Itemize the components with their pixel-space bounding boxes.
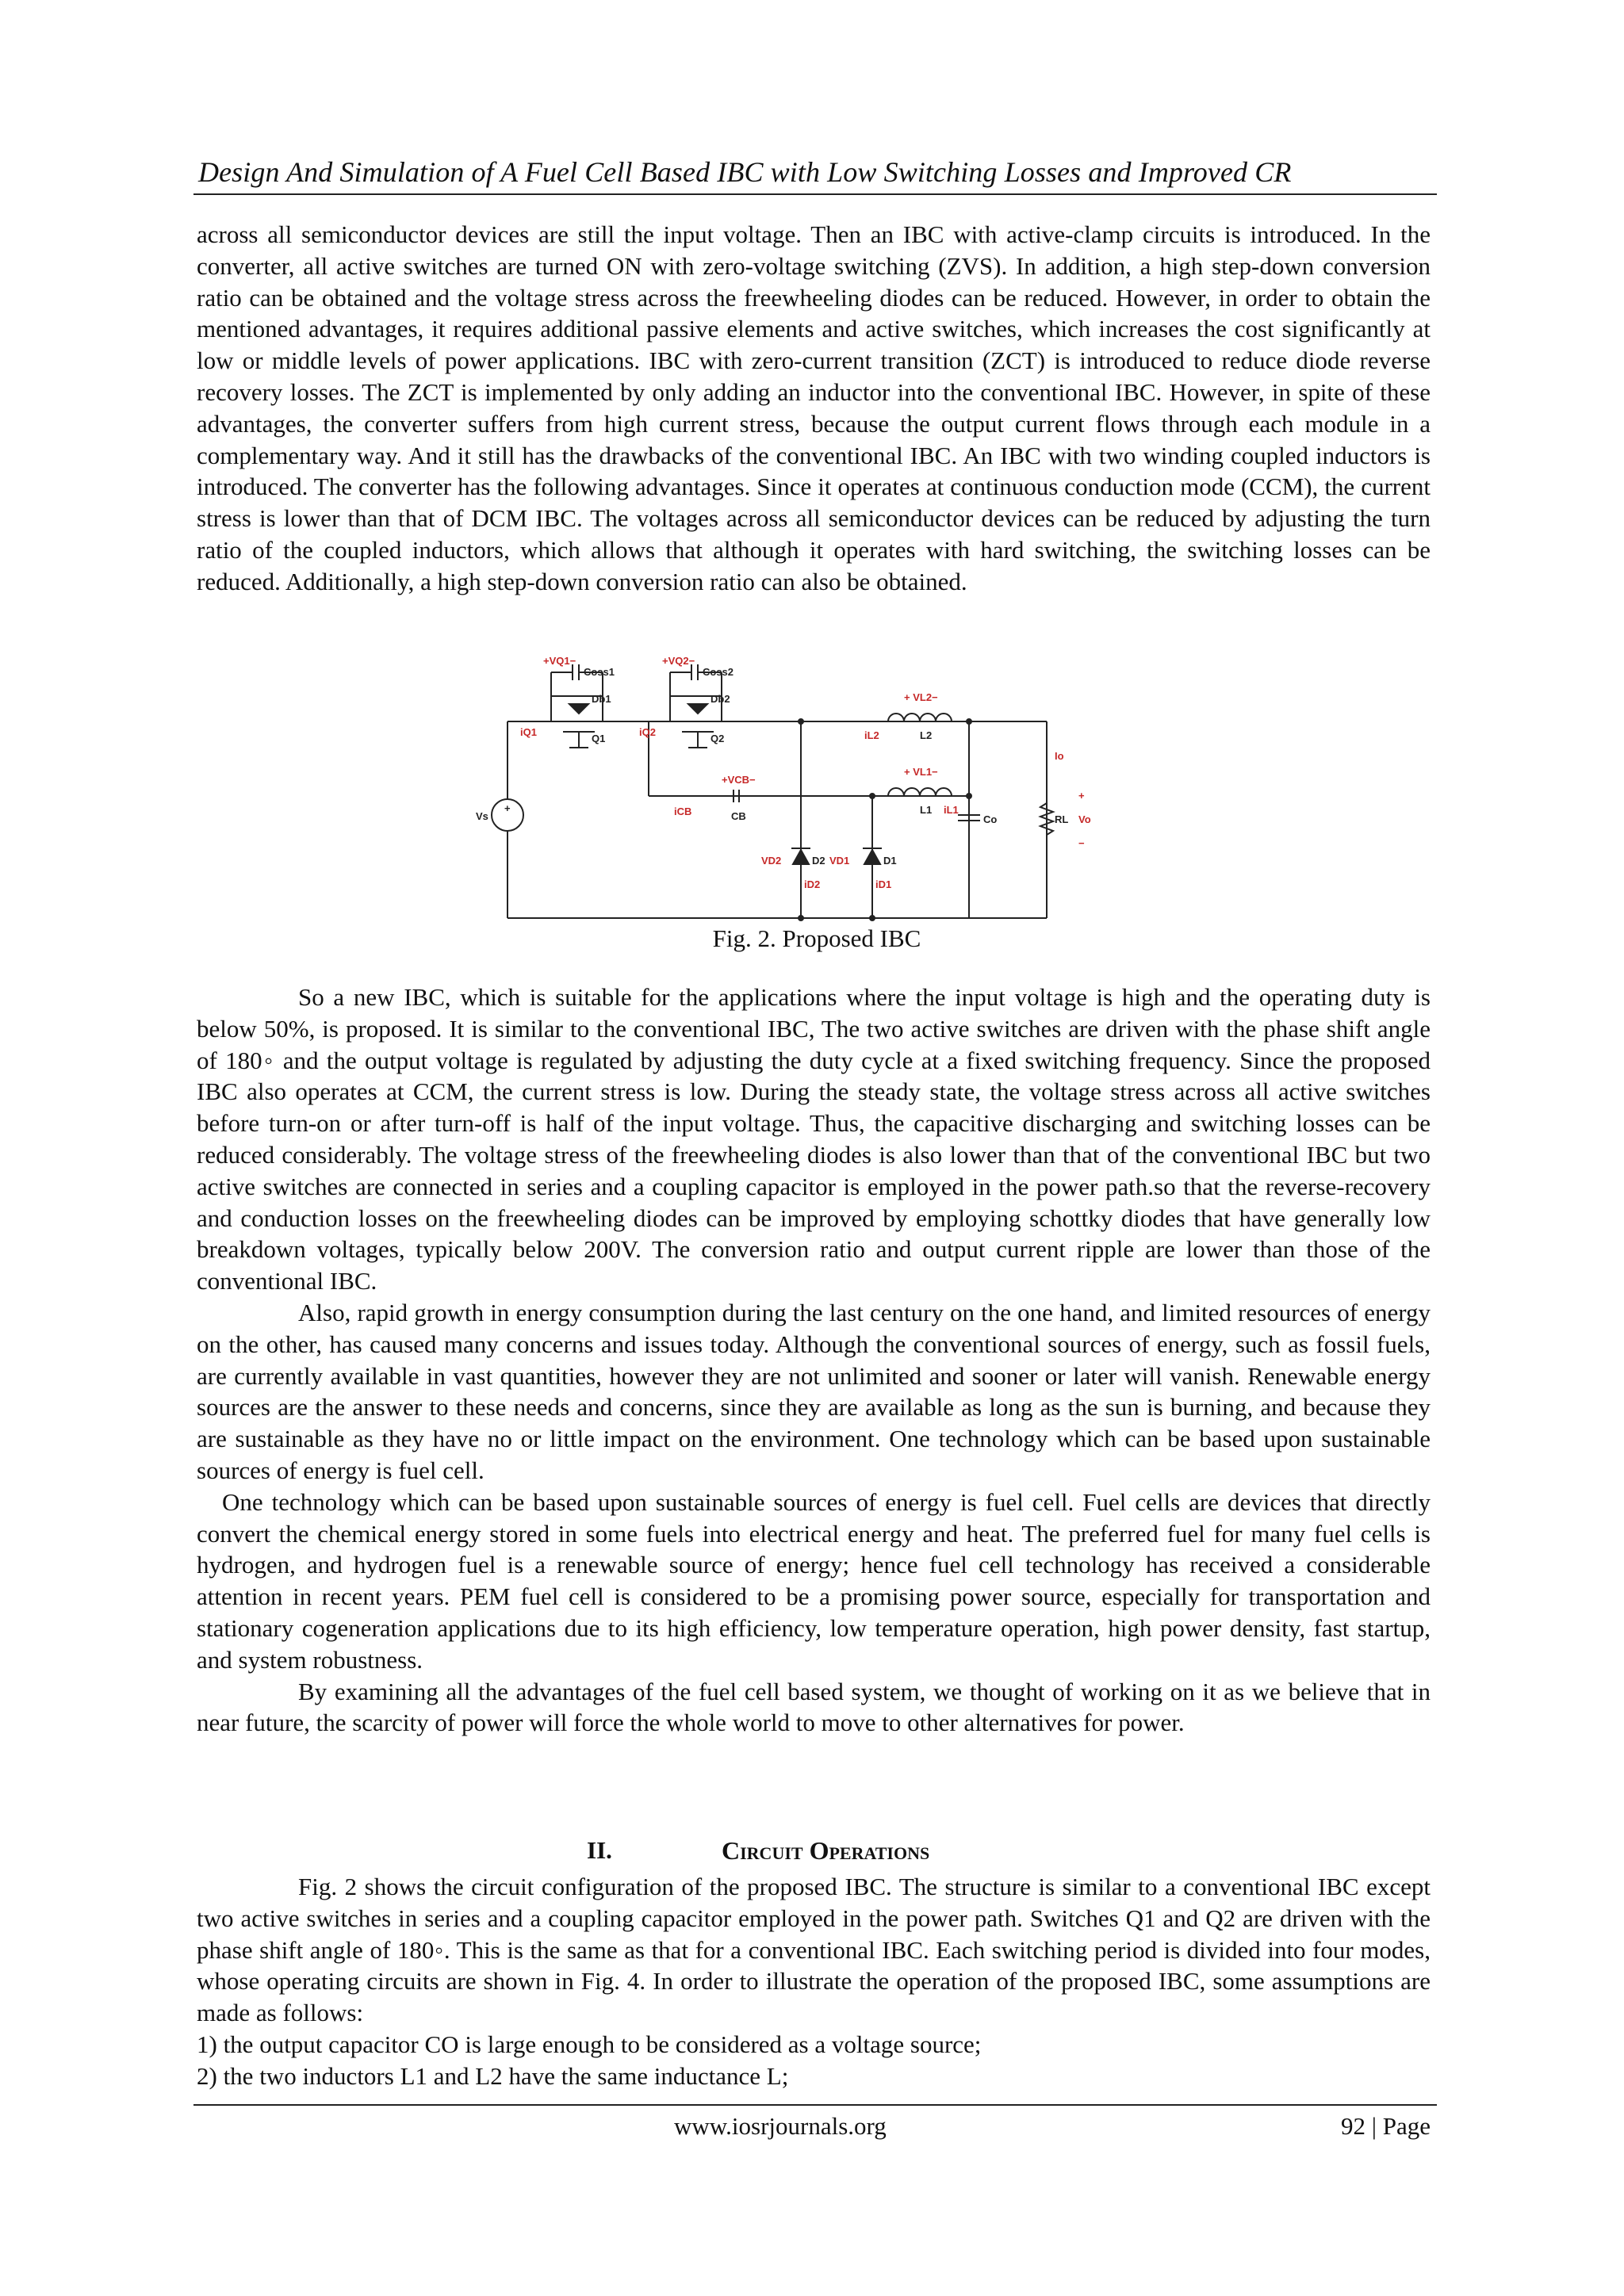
text-block-middle (197, 982, 1431, 1739)
text-block-bottom (197, 1871, 1431, 2092)
label-d2: D2 (812, 855, 825, 867)
label-coss2: Coss2 (703, 666, 734, 678)
assumption-2: 2) the two inductors L1 and L2 have the same inductance L; (197, 2061, 789, 2090)
circuit-diagram (476, 656, 1158, 926)
footer-url[interactable]: www.iosrjournals.org (674, 2112, 887, 2140)
paragraph-3: Also, rapid growth in energy consumption during the last century on the one hand, and limited resources of energy on the other, has caused many concerns and issues today. Although the conventional sources of energy, such as fossil fuels, are currently available in vast quantities, however they are not unlimited and sooner or later will vanish. Renewable energy sources are the answer to these needs and concerns, since they are available as long as the sun is burning, and because they are sustainable as they have no or little impact on the environment. One technology which can be based upon sustainable sources of energy is fuel cell. (197, 1298, 1431, 1484)
label-vs-plus: + (504, 802, 511, 814)
paragraph-6: Fig. 2 shows the circuit configuration of the proposed IBC. The structure is similar to a conventional IBC except two active switches in series and a coupling capacitor employed in the power path. Switches Q1 and Q2 are driven with the phase shift angle of 180◦. This is the same as that for a conventional IBC. Each switching period is divided into four modes, whose operating circuits are shown in Fig. 4. In order to illustrate the operation of the proposed IBC, some assumptions are made as follows: (197, 1873, 1431, 2027)
label-rl: RL (1055, 813, 1069, 825)
page-number: 92 | Page (1341, 2112, 1431, 2140)
label-vo: Vo (1078, 813, 1091, 825)
label-il2: iL2 (864, 729, 879, 741)
paragraph-4: One technology which can be based upon sustainable sources of energy is fuel cell. Fuel cells are devices that directly convert the chemical energy stored in some fuels into electrical energy and heat. The preferred fuel for many fuel cells is hydrogen, and hydrogen fuel is a renewable source of energy; hence fuel cell technology has received a considerable attention in recent years. PEM fuel cell is considered to be a promising power source, especially for transportation and stationary cogeneration applications due to its high efficiency, low temperature operation, high power density, fast startup, and system robustness. (197, 1487, 1431, 1674)
label-vs: Vs (476, 810, 488, 822)
header-rule (193, 193, 1437, 195)
label-io: Io (1055, 750, 1064, 762)
label-vo-plus: + (1078, 790, 1085, 802)
label-vd1: VD1 (829, 855, 850, 867)
text-block-top (197, 219, 1431, 598)
label-d1: D1 (883, 855, 897, 867)
label-iq1: iQ1 (520, 726, 537, 738)
label-il1: iL1 (944, 804, 959, 816)
label-l1: L1 (920, 804, 933, 816)
label-coss1: Coss1 (584, 666, 615, 678)
label-q2: Q2 (710, 733, 725, 744)
label-vq2: +VQ2− (662, 656, 695, 667)
footer-rule (193, 2104, 1437, 2106)
label-vl2: + VL2− (904, 691, 938, 703)
label-db1: Db1 (592, 693, 611, 705)
paragraph-1: across all semiconductor devices are still the input voltage. Then an IBC with active-clamp circuits is introduced. In the converter, all active switches are turned ON with zero-voltage switching (ZVS). In addition, a high step-down conversion ratio can be obtained and the voltage stress across the freewheeling diodes can be reduced. However, in order to obtain the mentioned advantages, it requires additional passive elements and active switches, which increases the cost significantly at low or middle levels of power applications. IBC with zero-current transition (ZCT) is introduced to reduce diode reverse recovery losses. The ZCT is implemented by only adding an inductor into the conventional IBC. However, in spite of these advantages, the converter suffers from high current stress, because the output current flows through each module in a complementary way. And it still has the drawbacks of the conventional IBC. An IBC with two winding coupled inductors is introduced. The converter has the following advantages. Since it operates at continuous conduction mode (CCM), the current stress is lower than that of DCM IBC. The voltages across all semiconductor devices can be reduced by adjusting the turn ratio of the coupled inductors, which allows that although it operates with hard switching, the switching losses can be reduced. Additionally, a high step-down conversion ratio can also be obtained. (197, 220, 1431, 595)
label-icb: iCB (674, 806, 692, 817)
section-number: II. (587, 1836, 612, 1864)
label-cb: CB (731, 810, 746, 822)
label-id1: iD1 (875, 878, 892, 890)
label-vq1: +VQ1− (543, 656, 576, 667)
label-co: Co (983, 813, 998, 825)
label-vl1: + VL1− (904, 766, 938, 778)
paragraph-5: By examining all the advantages of the fuel cell based system, we thought of working on it as we believe that in near future, the scarcity of power will force the whole world to move to other alternatives for power. (197, 1677, 1431, 1737)
section-title: Circuit Operations (722, 1836, 930, 1865)
label-vd2: VD2 (761, 855, 782, 867)
label-vcb: +VCB− (722, 774, 756, 786)
label-id2: iD2 (804, 878, 821, 890)
paragraph-2: So a new IBC, which is suitable for the applications where the input voltage is high and the operating duty is below 50%, is proposed. It is similar to the conventional IBC, The two active switches are driven with the phase shift angle of 180◦ and the output voltage is regulated by adjusting the duty cycle at a fixed switching frequency. Since the proposed IBC also operates at CCM, the current stress is low. During the steady state, the voltage stress across all active switches before turn-on or after turn-off is half of the input voltage. Thus, the capacitive discharging and switching losses can be reduced considerably. The voltage stress of the freewheeling diodes is also lower than that of the conventional IBC but two active switches are connected in series and a coupling capacitor is employed in the power path.so that the reverse-recovery and conduction losses on the freewheeling diodes can be improved by employing schottky diodes that have generally low breakdown voltages, typically below 200V. The conversion ratio and output current ripple are lower than those of the conventional IBC. (197, 983, 1431, 1295)
label-l2: L2 (920, 729, 933, 741)
label-iq2: iQ2 (639, 726, 656, 738)
figure-caption: Fig. 2. Proposed IBC (712, 924, 921, 952)
label-q1: Q1 (592, 733, 606, 744)
assumption-1: 1) the output capacitor CO is large enough to be considered as a voltage source; (197, 2030, 982, 2058)
label-db2: Db2 (710, 693, 730, 705)
running-header: Design And Simulation of A Fuel Cell Based IBC with Low Switching Losses and Improved CR (198, 156, 1292, 188)
label-vo-minus: − (1078, 837, 1085, 849)
